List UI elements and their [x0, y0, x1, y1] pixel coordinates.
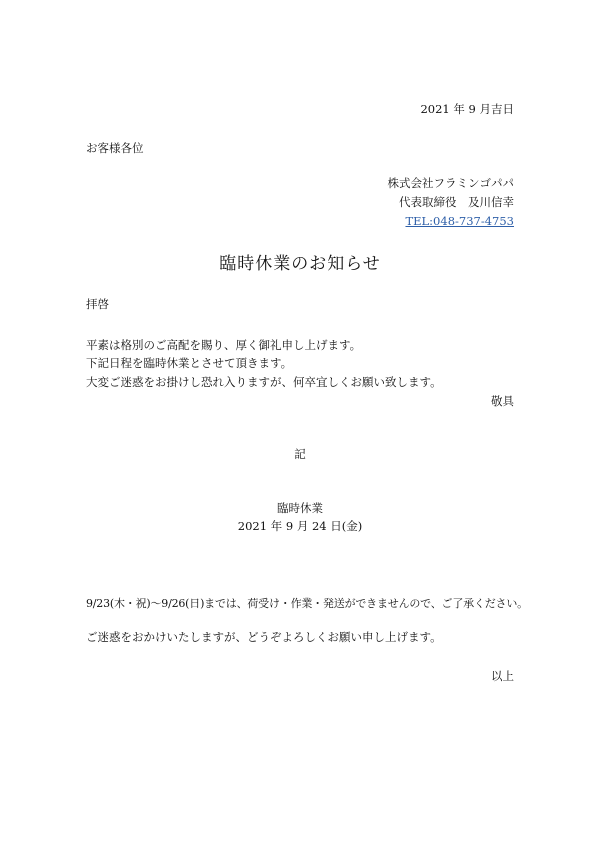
document-date: 2021 年 9 月吉日	[420, 102, 514, 116]
document-title: 臨時休業のお知らせ	[219, 254, 381, 274]
sender-tel-link[interactable]: TEL:048-737-4753	[405, 214, 514, 228]
body-line-3: 大変ご迷惑をお掛けし恐れ入りますが、何卒宜しくお願い致します。	[86, 375, 442, 389]
apology-text: ご迷惑をおかけいたしますが、どうぞよろしくお願い申し上げます。	[86, 630, 442, 644]
body-line-1: 平素は格別のご高配を賜り、厚く御礼申し上げます。	[86, 338, 362, 352]
sender-company: 株式会社フラミンゴパパ	[387, 176, 514, 190]
sender-representative: 代表取締役 及川信幸	[399, 195, 514, 209]
ki-heading: 記	[294, 447, 306, 461]
closing-salutation: 敬具	[491, 394, 514, 408]
notice-label: 臨時休業	[277, 501, 323, 515]
body-line-2: 下記日程を臨時休業とさせて頂きます。	[86, 356, 293, 370]
end-mark: 以上	[491, 669, 514, 683]
recipient: お客様各位	[86, 141, 144, 155]
notice-date: 2021 年 9 月 24 日(金)	[237, 519, 363, 533]
opening-salutation: 拝啓	[86, 297, 109, 311]
detail-text: 9/23(木・祝)～9/26(日)までは、荷受け・作業・発送ができませんので、ご了承ください。	[86, 597, 528, 610]
